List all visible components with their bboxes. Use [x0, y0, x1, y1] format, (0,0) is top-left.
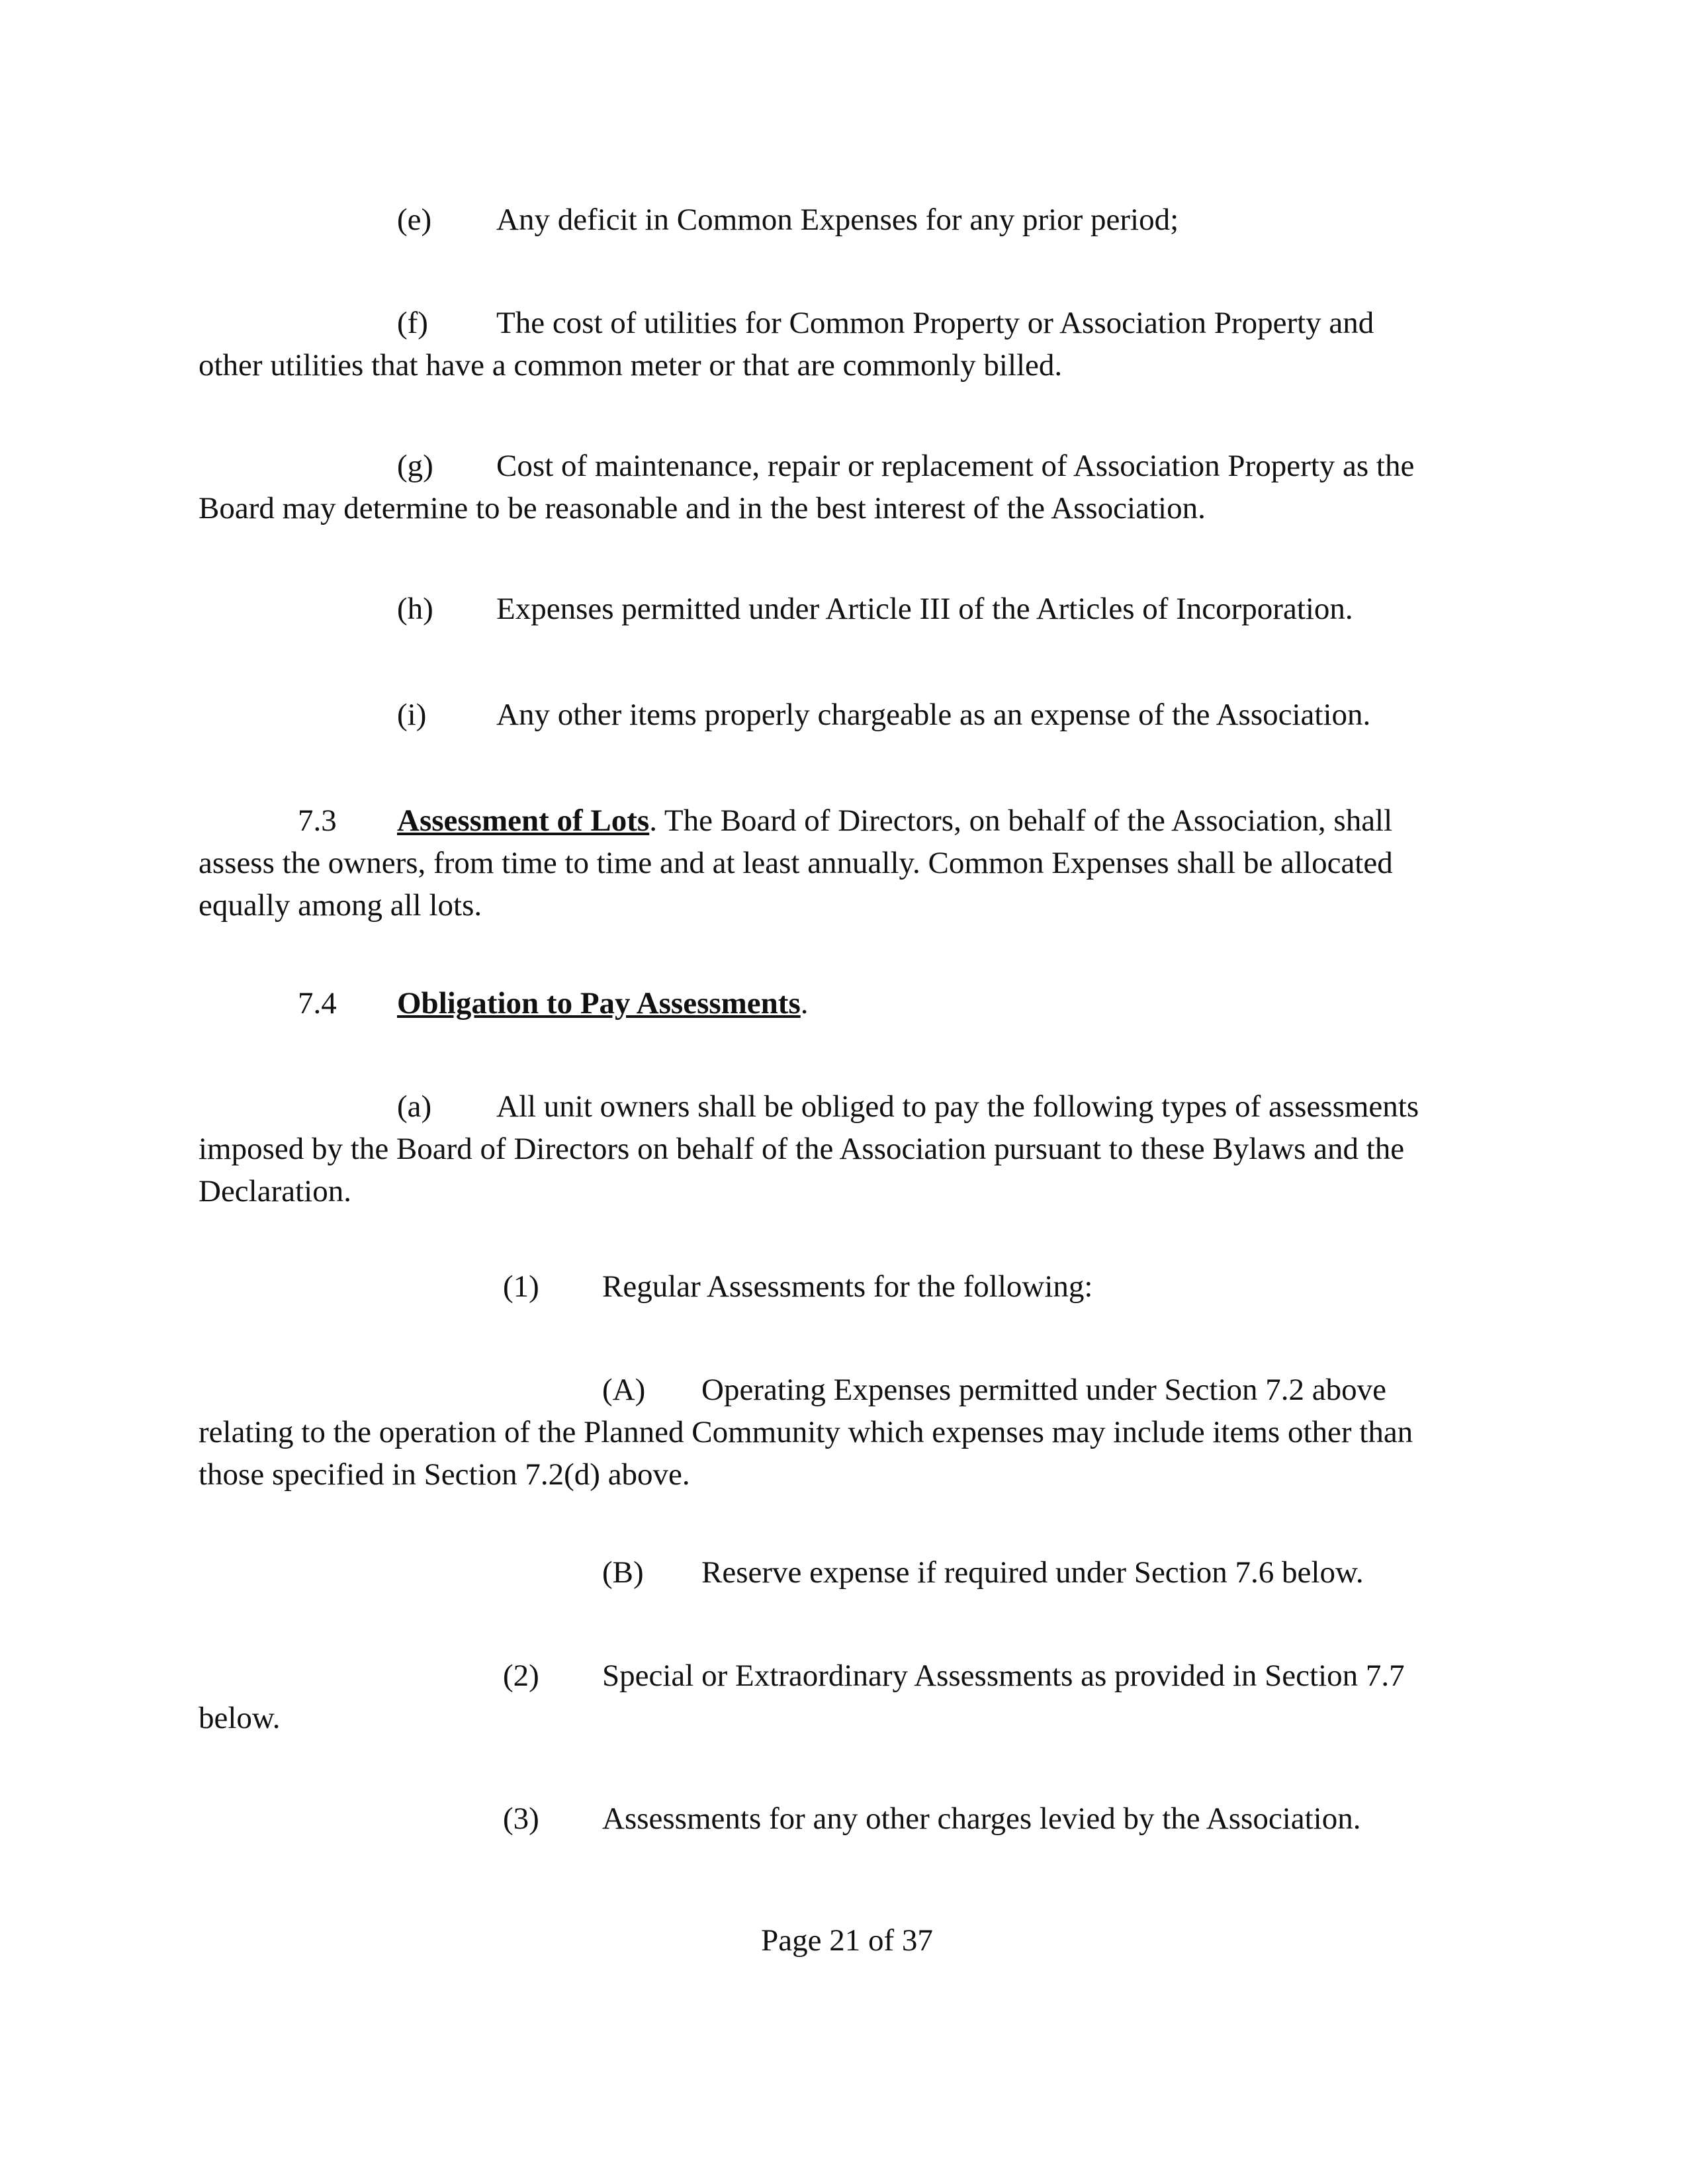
item-g-continuation: Board may determine to be reasonable and in the best interest of the Association. [199, 491, 1206, 525]
subitem-1-text: Regular Assessments for the following: [602, 1269, 1093, 1304]
subitem-1-marker: (1) [503, 1269, 539, 1304]
subitem-2-marker: (2) [503, 1659, 539, 1693]
item-g [199, 445, 1495, 529]
item-f-text: The cost of utilities for Common Property or Association Property and [496, 306, 1374, 340]
item-f [199, 302, 1495, 387]
subitem-2-text: Special or Extraordinary Assessments as provided in Section 7.7 [602, 1659, 1405, 1693]
subitem-1 [199, 1265, 1495, 1308]
subitem-a-text: All unit owners shall be obliged to pay the following types of assessments [496, 1089, 1419, 1124]
section-7-3-heading: Assessment of Lots [397, 803, 650, 838]
subitem-A-text: Operating Expenses permitted under Section 7.2 above [701, 1373, 1387, 1407]
item-i-marker: (i) [397, 698, 427, 732]
section-7-4 [199, 982, 1495, 1024]
item-h-marker: (h) [397, 592, 433, 626]
subitem-2-line-2: below. [199, 1701, 281, 1735]
section-7-3 [199, 799, 1495, 927]
subitem-3-text: Assessments for any other charges levied by the Association. [602, 1801, 1361, 1836]
item-h [199, 588, 1495, 630]
section-7-4-number: 7.4 [298, 986, 337, 1021]
subitem-a-line-2: imposed by the Board of Directors on behalf of the Association pursuant to these Bylaws and the [199, 1132, 1405, 1166]
subitem-A-line-2: relating to the operation of the Planned Community which expenses may include items other than [199, 1415, 1413, 1449]
subitem-a-line-3: Declaration. [199, 1174, 351, 1208]
subitem-a-marker: (a) [397, 1089, 432, 1124]
item-g-text: Cost of maintenance, repair or replacement of Association Property as the [496, 449, 1415, 483]
item-g-marker: (g) [397, 449, 433, 483]
subitem-a [199, 1085, 1495, 1212]
item-f-continuation: other utilities that have a common meter or that are commonly billed. [199, 348, 1063, 383]
subitem-A-line-3: those specified in Section 7.2(d) above. [199, 1457, 690, 1492]
subitem-B-marker: (B) [602, 1555, 644, 1590]
item-e [199, 199, 1495, 241]
subitem-B [199, 1551, 1495, 1594]
section-7-4-suffix: . [800, 986, 809, 1021]
subitem-2 [199, 1655, 1495, 1739]
section-7-3-line-2: assess the owners, from time to time and at least annually. Common Expenses shall be allocated [199, 846, 1393, 880]
subitem-A [199, 1369, 1495, 1496]
item-i-text: Any other items properly chargeable as an expense of the Association. [496, 698, 1371, 732]
subitem-A-marker: (A) [602, 1373, 646, 1407]
subitem-3 [199, 1797, 1495, 1840]
section-7-3-number: 7.3 [298, 803, 337, 838]
item-i [199, 694, 1495, 736]
section-7-3-text: . The Board of Directors, on behalf of the Association, shall [649, 803, 1393, 838]
item-h-text: Expenses permitted under Article III of the Articles of Incorporation. [496, 592, 1353, 626]
page-number: Page 21 of 37 [761, 1923, 933, 1958]
item-e-text: Any deficit in Common Expenses for any prior period; [496, 203, 1179, 237]
subitem-B-text: Reserve expense if required under Section 7.6 below. [701, 1555, 1364, 1590]
subitem-3-marker: (3) [503, 1801, 539, 1836]
section-7-3-line-3: equally among all lots. [199, 888, 482, 923]
item-e-marker: (e) [397, 203, 432, 237]
item-f-marker: (f) [397, 306, 428, 340]
section-7-4-heading: Obligation to Pay Assessments [397, 986, 801, 1021]
